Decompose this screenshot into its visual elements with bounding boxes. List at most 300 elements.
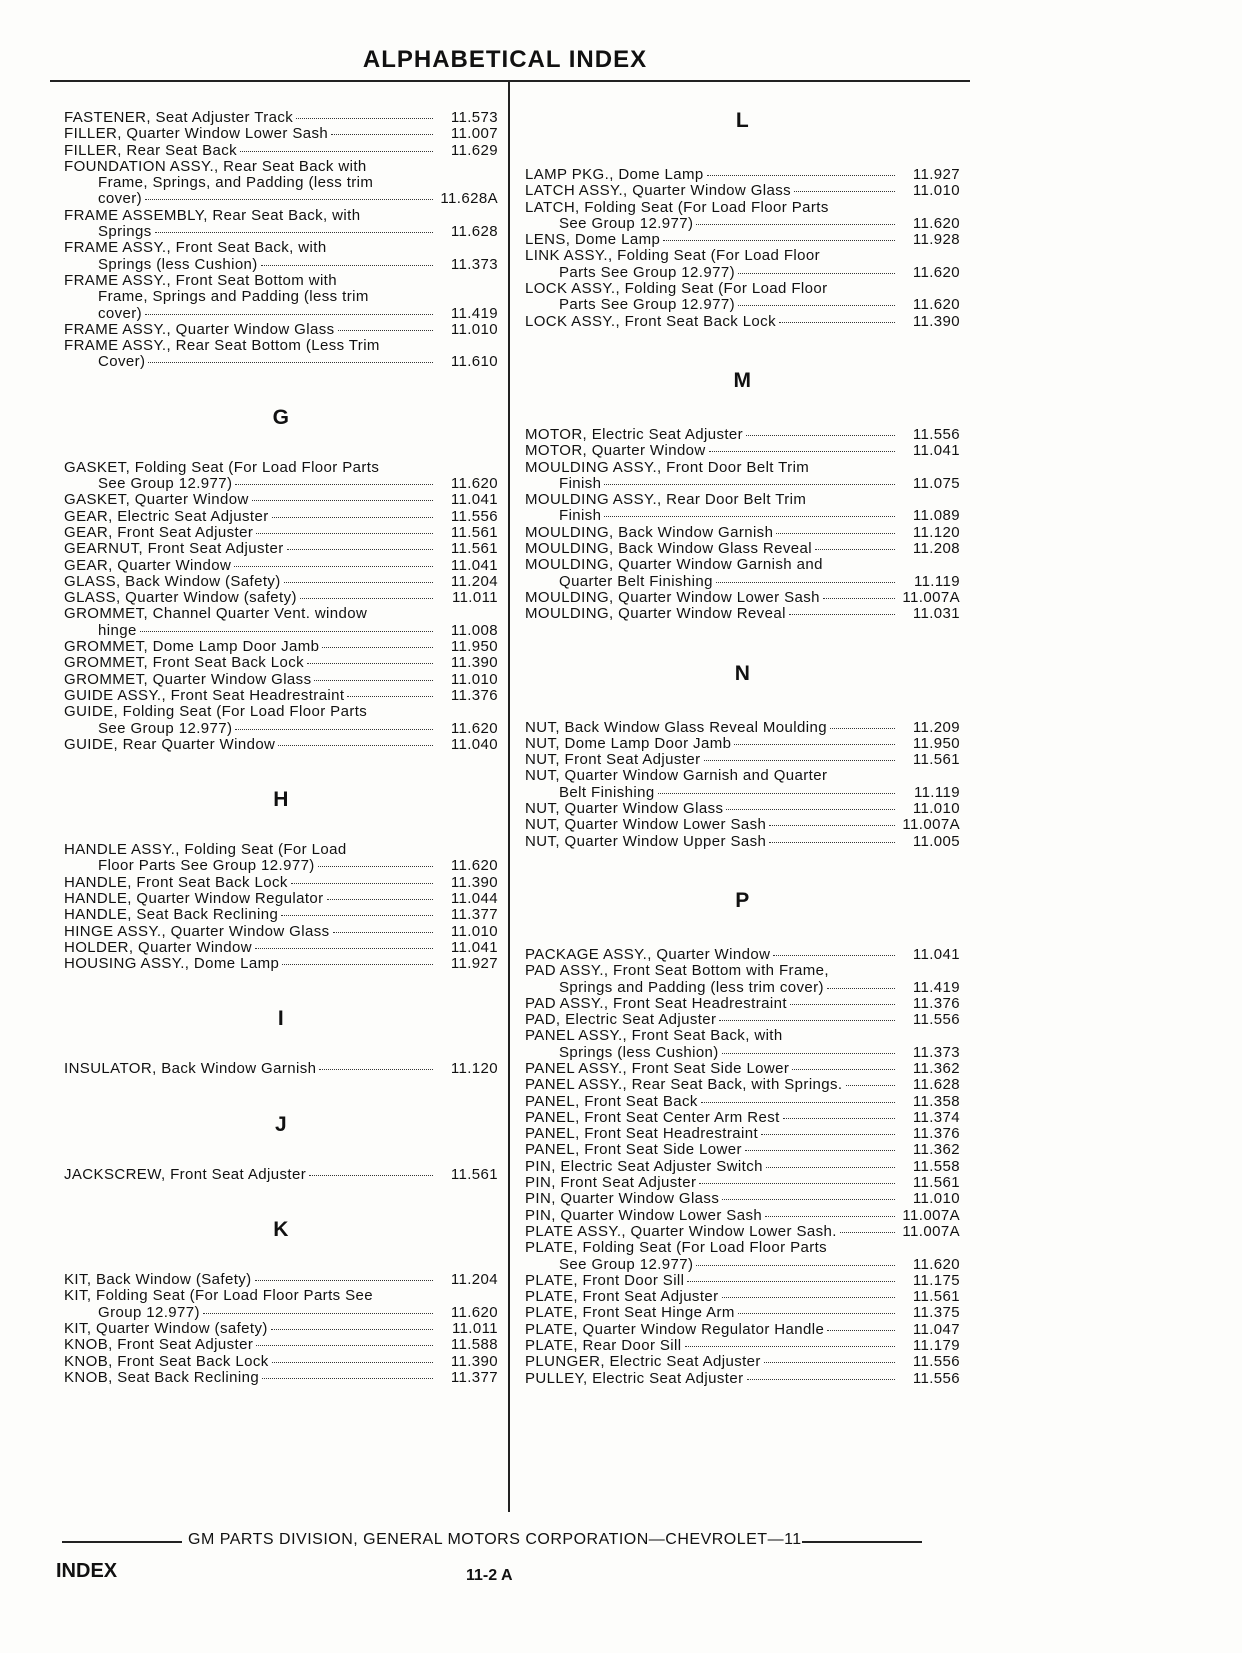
entry-line — [525, 281, 960, 297]
entry-reference-number: 11.390 — [450, 1352, 498, 1370]
entry-text: FRAME ASSY., Quarter Window Glass — [64, 320, 335, 338]
index-entry — [525, 281, 960, 314]
index-entry — [525, 460, 960, 493]
entry-text: NUT, Quarter Window Glass — [525, 800, 724, 818]
index-entry — [64, 273, 498, 322]
dot-leader — [789, 614, 895, 615]
entry-line — [525, 183, 960, 199]
entry-reference-number: 11.620 — [450, 857, 498, 875]
index-entry — [64, 940, 498, 956]
entry-text: Cover) — [98, 353, 146, 371]
entry-reference-number: 11.390 — [450, 873, 498, 891]
entry-line — [64, 159, 498, 175]
entry-reference-number: 11.373 — [912, 1043, 960, 1061]
entry-reference-number: 11.628A — [440, 190, 498, 208]
dot-leader — [761, 1134, 895, 1135]
entry-text: MOTOR, Electric Seat Adjuster — [525, 425, 744, 443]
index-entry — [525, 200, 960, 233]
entry-reference-number: 11.010 — [912, 800, 960, 818]
entry-text: HANDLE, Seat Back Reclining — [64, 906, 279, 924]
entry-line — [64, 891, 498, 907]
entry-text: FRAME ASSY., Rear Seat Bottom (Less Trim — [64, 337, 380, 355]
entry-reference-number: 11.204 — [450, 572, 498, 590]
entry-reference-number: 11.620 — [912, 263, 960, 281]
entry-line — [525, 996, 960, 1012]
entry-reference-number: 11.179 — [912, 1337, 960, 1355]
entry-text: NUT, Quarter Window Lower Sash — [525, 816, 767, 834]
entry-text: NUT, Back Window Glass Reveal Moulding — [525, 718, 827, 736]
entry-text: GROMMET, Channel Quarter Vent. window — [64, 605, 368, 623]
entry-text: PANEL ASSY., Front Seat Side Lower — [525, 1059, 790, 1077]
dot-leader — [783, 1118, 895, 1119]
index-entry — [64, 590, 498, 606]
entry-reference-number: 11.041 — [912, 945, 960, 963]
dot-leader — [719, 1020, 895, 1021]
index-entry — [64, 509, 498, 525]
dot-leader — [338, 330, 433, 331]
dot-leader — [322, 647, 433, 648]
entry-text: LAMP PKG., Dome Lamp — [525, 166, 704, 183]
dot-leader — [604, 484, 895, 485]
index-entry — [64, 338, 498, 371]
dot-leader — [262, 1378, 433, 1379]
entry-line — [525, 1110, 960, 1126]
entry-reference-number: 11.041 — [450, 938, 498, 956]
entry-text: FRAME ASSEMBLY, Rear Seat Back, with — [64, 206, 361, 224]
dot-leader — [699, 1183, 895, 1184]
entry-line — [64, 590, 498, 606]
entry-reference-number: 11.175 — [912, 1271, 960, 1289]
entry-line — [64, 1061, 498, 1077]
dot-leader — [282, 964, 433, 965]
entry-reference-number: 11.373 — [450, 255, 498, 273]
index-entry — [525, 541, 960, 557]
footer-rule-left — [62, 1541, 182, 1543]
entry-text: Belt Finishing — [559, 783, 655, 801]
dot-leader — [696, 224, 895, 225]
index-entry — [525, 1159, 960, 1175]
index-entry — [525, 947, 960, 963]
entry-line — [525, 443, 960, 459]
entry-text: GUIDE, Folding Seat (For Load Floor Parts — [64, 703, 368, 721]
index-entry — [525, 427, 960, 443]
entry-reference-number: 11.008 — [450, 621, 498, 639]
entry-line — [64, 574, 498, 590]
entry-line — [64, 639, 498, 655]
entry-text: GASKET, Folding Seat (For Load Floor Parts — [64, 458, 380, 476]
entry-reference-number: 11.950 — [912, 734, 960, 752]
entry-text: See Group 12.977) — [559, 214, 694, 232]
dot-leader — [203, 1313, 433, 1314]
entry-line — [64, 525, 498, 541]
dot-leader — [284, 582, 433, 583]
dot-leader — [252, 500, 433, 501]
index-entry — [64, 1288, 498, 1321]
dot-leader — [745, 1150, 895, 1151]
dot-leader — [827, 1330, 895, 1331]
entry-text: MOULDING ASSY., Rear Door Belt Trim — [525, 491, 807, 509]
section-letter-k: K — [273, 1218, 289, 1242]
entry-line — [64, 875, 498, 891]
entry-line — [525, 947, 960, 963]
entry-line — [64, 354, 498, 370]
index-entry — [525, 167, 960, 183]
entry-line — [525, 460, 960, 476]
entry-line — [525, 834, 960, 850]
entry-reference-number: 11.620 — [450, 1303, 498, 1321]
entry-text: KNOB, Front Seat Adjuster — [64, 1336, 254, 1354]
entry-text: KIT, Folding Seat (For Load Floor Parts See — [64, 1287, 374, 1305]
dot-leader — [716, 582, 895, 583]
index-entry — [64, 924, 498, 940]
dot-leader — [747, 1379, 896, 1380]
entry-reference-number: 11.119 — [913, 572, 960, 590]
index-entry — [525, 1191, 960, 1207]
entry-reference-number: 11.010 — [450, 320, 498, 338]
entry-text: See Group 12.977) — [98, 719, 233, 737]
dot-leader — [235, 729, 433, 730]
entry-line — [525, 1322, 960, 1338]
entry-line — [64, 907, 498, 923]
entry-line — [64, 737, 498, 753]
entry-reference-number: 11.007A — [902, 1222, 960, 1240]
entry-line — [525, 574, 960, 590]
entry-text: FILLER, Rear Seat Back — [64, 141, 238, 159]
entry-line — [64, 322, 498, 338]
entry-line — [525, 785, 960, 801]
entry-reference-number: 11.089 — [912, 507, 960, 525]
entry-text: Finish — [559, 507, 602, 525]
index-entry — [525, 1322, 960, 1338]
entry-reference-number: 11.011 — [451, 1319, 498, 1337]
index-entry — [525, 183, 960, 199]
entry-text: cover) — [98, 190, 143, 208]
entry-text: KIT, Quarter Window (safety) — [64, 1319, 268, 1337]
index-entry — [64, 126, 498, 142]
section-letter-m: M — [733, 368, 752, 392]
dot-leader — [734, 744, 895, 745]
entry-reference-number: 11.010 — [912, 1190, 960, 1208]
entry-reference-number: 11.374 — [912, 1108, 960, 1126]
entry-line — [64, 240, 498, 256]
dot-leader — [722, 1297, 895, 1298]
index-entry — [525, 1273, 960, 1289]
index-entry — [525, 1354, 960, 1370]
index-entry — [64, 1061, 498, 1077]
dot-leader — [658, 793, 895, 794]
entry-line — [64, 1321, 498, 1337]
dot-leader — [830, 728, 895, 729]
entry-reference-number: 11.620 — [450, 475, 498, 493]
entry-text: LATCH, Folding Seat (For Load Floor Parts — [525, 198, 829, 216]
entry-line — [525, 1126, 960, 1142]
entry-line — [64, 126, 498, 142]
entry-text: GUIDE ASSY., Front Seat Headrestraint — [64, 686, 345, 704]
index-entry — [64, 1354, 498, 1370]
index-entry — [64, 558, 498, 574]
index-entry — [525, 963, 960, 996]
index-entry — [64, 1167, 498, 1183]
entry-reference-number: 11.620 — [450, 719, 498, 737]
entry-reference-number: 11.376 — [450, 686, 498, 704]
entry-text: Parts See Group 12.977) — [559, 263, 735, 281]
index-entry — [525, 1371, 960, 1387]
index-entry — [525, 492, 960, 525]
entry-reference-number: 11.556 — [450, 507, 498, 525]
entry-text: Quarter Belt Finishing — [559, 572, 713, 590]
entry-line — [525, 1159, 960, 1175]
dot-leader — [769, 842, 895, 843]
dot-leader — [792, 1069, 895, 1070]
entry-line — [64, 289, 498, 305]
index-entry — [64, 639, 498, 655]
entry-text: MOULDING, Quarter Window Garnish and — [525, 556, 823, 574]
dot-leader — [296, 118, 433, 119]
index-entry — [525, 1094, 960, 1110]
entry-text: hinge — [98, 621, 137, 639]
entry-reference-number: 11.209 — [912, 718, 960, 736]
dot-leader — [234, 566, 433, 567]
entry-line — [525, 1175, 960, 1191]
entry-reference-number: 11.928 — [912, 231, 960, 249]
dot-leader — [319, 1069, 433, 1070]
index-entry — [525, 590, 960, 606]
index-entry — [525, 1305, 960, 1321]
entry-text: MOULDING, Back Window Glass Reveal — [525, 540, 813, 558]
section-letter-g: G — [272, 405, 290, 429]
dot-leader — [722, 1053, 895, 1054]
index-entry — [64, 143, 498, 159]
dot-leader — [685, 1346, 895, 1347]
entry-text: JACKSCREW, Front Seat Adjuster — [64, 1165, 307, 1183]
entry-text: PANEL, Front Seat Center Arm Rest — [525, 1108, 780, 1126]
entry-text: PAD ASSY., Front Seat Bottom with Frame, — [525, 962, 829, 980]
dot-leader — [840, 1232, 895, 1233]
entry-line — [64, 460, 498, 476]
entry-text: PIN, Quarter Window Glass — [525, 1190, 720, 1208]
entry-text: GUIDE, Rear Quarter Window — [64, 735, 276, 753]
index-entry — [64, 322, 498, 338]
entry-text: GEARNUT, Front Seat Adjuster — [64, 540, 284, 558]
dot-leader — [309, 1175, 433, 1176]
dot-leader — [255, 1280, 433, 1281]
entry-text: PANEL ASSY., Front Seat Back, with — [525, 1027, 783, 1045]
dot-leader — [746, 435, 895, 436]
dot-leader — [318, 866, 433, 867]
entry-text: PULLEY, Electric Seat Adjuster — [525, 1369, 744, 1387]
entry-reference-number: 11.390 — [912, 312, 960, 330]
dot-leader — [235, 484, 433, 485]
entry-line — [525, 590, 960, 606]
entry-text: KIT, Back Window (Safety) — [64, 1271, 252, 1289]
dot-leader — [240, 151, 433, 152]
dot-leader — [766, 1167, 895, 1168]
index-entry — [64, 704, 498, 737]
entry-line — [64, 858, 498, 874]
index-entry — [525, 768, 960, 801]
dot-leader — [281, 915, 433, 916]
entry-text: See Group 12.977) — [98, 475, 233, 493]
entry-line — [525, 297, 960, 313]
index-entry — [64, 891, 498, 907]
index-entry — [64, 492, 498, 508]
dot-leader — [255, 948, 433, 949]
index-entry — [525, 1012, 960, 1028]
index-entry — [525, 1077, 960, 1093]
entry-text: Group 12.977) — [98, 1303, 200, 1321]
dot-leader — [738, 273, 895, 274]
entry-text: Frame, Springs, and Padding (less trim — [98, 174, 374, 192]
entry-line — [64, 623, 498, 639]
index-entry — [64, 1337, 498, 1353]
entry-text: HOLDER, Quarter Window — [64, 938, 253, 956]
entry-reference-number: 11.390 — [450, 654, 498, 672]
entry-reference-number: 11.556 — [912, 1369, 960, 1387]
entry-text: cover) — [98, 304, 143, 322]
index-entry — [525, 1208, 960, 1224]
entry-reference-number: 11.362 — [912, 1141, 960, 1159]
entry-text: GROMMET, Front Seat Back Lock — [64, 654, 304, 672]
entry-line — [525, 801, 960, 817]
index-entry — [525, 525, 960, 541]
entry-line — [525, 525, 960, 541]
entry-text: GLASS, Back Window (Safety) — [64, 572, 281, 590]
index-entry — [525, 996, 960, 1012]
entry-line — [64, 208, 498, 224]
entry-reference-number: 11.007A — [902, 588, 960, 606]
entry-text: FRAME ASSY., Front Seat Back, with — [64, 239, 327, 257]
entry-text: PLATE, Rear Door Sill — [525, 1337, 682, 1355]
entry-line — [525, 541, 960, 557]
index-entry — [525, 720, 960, 736]
page-number: 11-2 A — [466, 1567, 513, 1584]
section-letter-h: H — [273, 788, 289, 812]
entry-line — [64, 558, 498, 574]
entry-line — [525, 1224, 960, 1240]
entry-text: PLATE, Front Door Sill — [525, 1271, 685, 1289]
entry-reference-number: 11.208 — [912, 540, 960, 558]
dot-leader — [347, 696, 433, 697]
entry-text: KNOB, Seat Back Reclining — [64, 1368, 260, 1386]
index-entry — [525, 817, 960, 833]
entry-text: Springs (less Cushion) — [98, 255, 258, 273]
index-entry — [525, 1110, 960, 1126]
entry-reference-number: 11.377 — [450, 906, 498, 924]
entry-text: LINK ASSY., Folding Seat (For Load Floor — [525, 247, 821, 265]
section-letter-l: L — [735, 109, 750, 132]
entry-text: FASTENER, Seat Adjuster Track — [64, 109, 294, 126]
page-title: ALPHABETICAL INDEX — [362, 46, 648, 73]
entry-reference-number: 11.419 — [450, 304, 498, 322]
entry-reference-number: 11.047 — [912, 1320, 960, 1338]
entry-text: NUT, Quarter Window Garnish and Quarter — [525, 767, 828, 785]
entry-reference-number: 11.561 — [450, 1165, 498, 1183]
entry-text: MOULDING, Back Window Garnish — [525, 523, 774, 541]
entry-reference-number: 11.561 — [450, 523, 498, 541]
entry-line — [525, 167, 960, 183]
entry-reference-number: 11.561 — [912, 1174, 960, 1192]
entry-line — [64, 1288, 498, 1304]
entry-line — [64, 956, 498, 972]
entry-reference-number: 11.927 — [450, 955, 498, 973]
entry-reference-number: 11.007 — [450, 125, 498, 143]
entry-text: PAD ASSY., Front Seat Headrestraint — [525, 994, 787, 1012]
entry-reference-number: 11.561 — [912, 751, 960, 769]
index-entry — [525, 232, 960, 248]
entry-line — [64, 338, 498, 354]
index-entry — [64, 110, 498, 126]
column-divider — [508, 82, 510, 1512]
dot-leader — [764, 1362, 895, 1363]
entry-reference-number: 11.620 — [912, 1255, 960, 1273]
entry-text: GEAR, Electric Seat Adjuster — [64, 507, 269, 525]
entry-text: Floor Parts See Group 12.977) — [98, 857, 315, 875]
entry-text: GEAR, Front Seat Adjuster — [64, 523, 254, 541]
index-entry — [64, 574, 498, 590]
entry-line — [64, 1305, 498, 1321]
dot-leader — [696, 1265, 895, 1266]
entry-text: See Group 12.977) — [559, 1255, 694, 1273]
entry-line — [64, 191, 498, 207]
entry-text: PLATE, Front Seat Hinge Arm — [525, 1304, 735, 1322]
section-letter-p: P — [735, 888, 750, 912]
entry-line — [525, 1061, 960, 1077]
dot-leader — [148, 362, 433, 363]
entry-reference-number: 11.044 — [450, 889, 498, 907]
dot-leader — [327, 899, 433, 900]
dot-leader — [823, 598, 895, 599]
entry-text: PIN, Electric Seat Adjuster Switch — [525, 1157, 763, 1175]
entry-text: GROMMET, Dome Lamp Door Jamb — [64, 638, 320, 656]
entry-text: MOULDING, Quarter Window Lower Sash — [525, 588, 820, 606]
index-entry — [525, 752, 960, 768]
entry-text: PANEL, Front Seat Side Lower — [525, 1141, 742, 1159]
entry-line — [525, 1191, 960, 1207]
entry-text: FOUNDATION ASSY., Rear Seat Back with — [64, 157, 367, 175]
entry-text: PLATE, Quarter Window Regulator Handle — [525, 1320, 825, 1338]
index-entry — [525, 1338, 960, 1354]
index-entry — [64, 525, 498, 541]
entry-line — [64, 509, 498, 525]
entry-text: PANEL ASSY., Rear Seat Back, with Springs. — [525, 1076, 843, 1094]
index-entry — [64, 1272, 498, 1288]
entry-text: GASKET, Quarter Window — [64, 491, 249, 509]
dot-leader — [663, 240, 895, 241]
entry-line — [525, 1240, 960, 1256]
index-entry — [525, 1028, 960, 1061]
index-entry — [525, 736, 960, 752]
footer-rule-right — [802, 1541, 922, 1543]
entry-reference-number: 11.610 — [450, 353, 498, 371]
entry-text: Frame, Springs and Padding (less trim — [98, 288, 369, 306]
dot-leader — [709, 451, 895, 452]
entry-text: PAD, Electric Seat Adjuster — [525, 1011, 717, 1029]
entry-line — [64, 224, 498, 240]
entry-line — [525, 736, 960, 752]
entry-line — [525, 1028, 960, 1044]
entry-reference-number: 11.628 — [912, 1076, 960, 1094]
entry-text: Springs — [98, 223, 152, 241]
entry-reference-number: 11.041 — [450, 556, 498, 574]
dot-leader — [790, 1004, 895, 1005]
entry-reference-number: 11.119 — [913, 783, 960, 801]
entry-line — [525, 1142, 960, 1158]
entry-line — [525, 1045, 960, 1061]
index-entry — [64, 956, 498, 972]
entry-reference-number: 11.561 — [450, 540, 498, 558]
dot-leader — [769, 825, 895, 826]
entry-reference-number: 11.377 — [450, 1368, 498, 1386]
